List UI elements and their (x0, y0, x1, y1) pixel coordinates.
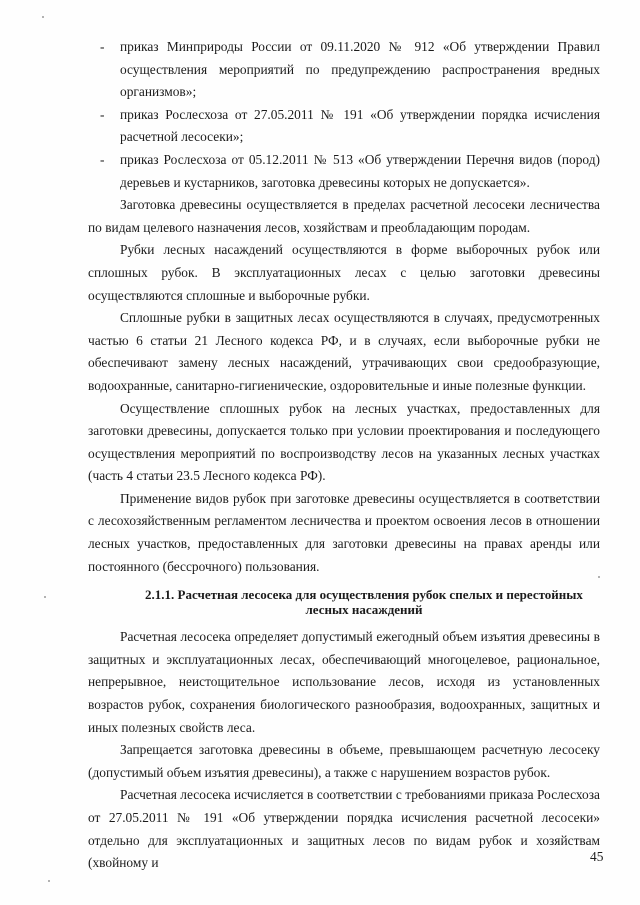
paragraph: Запрещается заготовка древесины в объеме, превышающем расчетную лесосеку (допустимый объем изъятия древесины), а также с нарушением возрастов рубок. (88, 742, 600, 780)
list-item-text: приказ Минприроды России от 09.11.2020 № 912 «Об утверждении Правил осуществления мероприятий по предупреждению распространения вредных организмов»; (120, 39, 600, 100)
section-heading-line: 2.1.1. Расчетная лесосека для осуществления рубок спелых и перестойных (145, 587, 583, 603)
paragraph: Сплошные рубки в защитных лесах осуществляются в случаях, предусмотренных частью 6 статьи 21 Лесного кодекса РФ, и в случаях, если выборочные рубки не обеспечивают замену лесных насаждений, утрачивающих свои средообразующие, водоохранные, санитарно-гигиенические, оздоровительные и иные полезные функции. (88, 310, 600, 393)
page-body (88, 36, 600, 875)
section-heading-line: лесных насаждений (305, 602, 423, 618)
paragraph: Осуществление сплошных рубок на лесных участках, предоставленных для заготовки древесины, допускается только при условии проектирования и последующего осуществления мероприятий по воспроизводству лесов на указанных лесных участках (часть 4 статьи 23.5 Лесного кодекса РФ). (88, 400, 600, 484)
scan-speck (48, 880, 50, 882)
section-heading (128, 587, 600, 617)
page-number: 45 (590, 849, 604, 864)
paragraph: Применение видов рубок при заготовке древесины осуществляется в соответствии с лесохозяйственным регламентом лесничества и проектом освоения лесов в отношении лесных участков, предоставленных для заготовки древесины на правах аренды или постоянного (бессрочного) пользования. (88, 490, 600, 574)
paragraph: Рубки лесных насаждений осуществляются в форме выборочных рубок или сплошных рубок. В эксплуатационных лесах с целью заготовки древесины осуществляются сплошные и выборочные рубки. (88, 242, 600, 303)
paragraph: Заготовка древесины осуществляется в пределах расчетной лесосеки лесничества по видам целевого назначения лесов, хозяйствам и преобладающим породам. (88, 197, 600, 235)
list-item-text: приказ Рослесхоза от 05.12.2011 № 513 «Об утверждении Перечня видов (пород) деревьев и кустарников, заготовка древесины которых не допускается». (120, 151, 600, 190)
paragraph: Расчетная лесосека исчисляется в соответствии с требованиями приказа Рослесхоза от 27.05.2011 № 191 «Об утверждении порядка исчисления расчетной лесосеки» отдельно для эксплуатационных и защитных лесов по видам рубок и хозяйствам (хвойному и (88, 787, 600, 871)
scan-speck (44, 596, 46, 598)
bullet-marker: - (100, 106, 105, 122)
list-item (88, 104, 600, 149)
list-item-text: приказ Рослесхоза от 27.05.2011 № 191 «Об утверждении порядка исчисления расчетной лесосеки»; (120, 106, 600, 145)
list-item (88, 36, 600, 104)
bullet-marker: - (100, 39, 105, 54)
scan-speck (42, 16, 44, 18)
list-item (88, 149, 600, 194)
scan-speck (598, 576, 600, 578)
paragraph: Расчетная лесосека определяет допустимый ежегодный объем изъятия древесины в защитных и эксплуатационных лесах, обеспечивающий многоцелевое, рациональное, непрерывное, неистощительное использование лесов, исходя из установленных возрастов рубок, сохранения биологического разнообразия, водоохранных, защитных и иных полезных свойств леса. (88, 629, 600, 735)
bullet-marker: - (100, 151, 105, 167)
